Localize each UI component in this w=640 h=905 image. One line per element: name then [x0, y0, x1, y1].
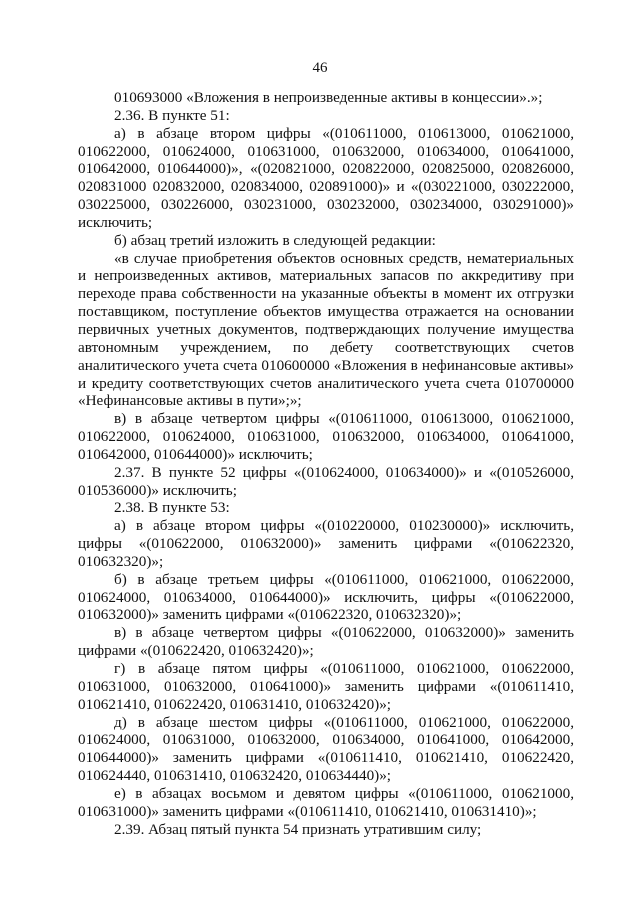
page-number: 46 [312, 60, 328, 76]
paragraph-continuation: 010693000 «Вложения в непроизведенные активы в концессии».»; [114, 89, 543, 106]
paragraph-subitem-a-53: а) в абзаце втором цифры «(010220000, 010230000)» исключить, цифры «(010622000, 010632000)» заменить цифрами «(010622320, 010632320)»; [78, 517, 574, 570]
paragraph-subitem-d-53: д) в абзаце шестом цифры «(010611000, 010621000, 010622000, 010624000, 010631000, 010632000, 010634000, 010641000, 010642000, 010644000)» заменить цифрами «(010611410, 010621410, 010622420, 010624440, 010631410, 010632420, 010634440)»; [78, 713, 574, 785]
paragraph-subitem-g-53: г) в абзаце пятом цифры «(010611000, 010621000, 010622000, 010631000, 010632000, 010641000)» заменить цифрами «(010611410, 010621410, 010622420, 010631410, 010632420)»; [78, 660, 574, 713]
paragraph-item-2-37: 2.37. В пункте 52 цифры «(010624000, 010634000)» и «(010526000, 010536000)» исключить; [78, 463, 574, 499]
paragraph-quoted-text: «в случае приобретения объектов основных средств, нематериальных и непроизведенных активов, материальных запасов по аккредитиву при переходе права собственности на указанные объекты в момент их отгрузки поставщиком, поступление объектов имущества отражается на основании первичных учетных документов, подтверждающих получение имущества автономным учреждением, по дебету соответствующих счетов аналитического учета счета 010600000 «Вложения в нефинансовые активы» и кредиту соответствующих счетов аналитического учета счета 010700000 «Нефинансовые активы в пути»;»; [78, 249, 574, 410]
paragraph-item-2-38: 2.38. В пункте 53: [114, 499, 230, 517]
document-body [78, 89, 574, 838]
paragraph-subitem-b-53: б) в абзаце третьем цифры «(010611000, 010621000, 010622000, 010624000, 010634000, 010644000)» исключить, цифры «(010622000, 010632000)» заменить цифрами «(010622320, 010632320)»; [78, 570, 574, 624]
paragraph-subitem-v: в) в абзаце четвертом цифры «(010611000, 010613000, 010621000, 010622000, 010624000, 010631000, 010632000, 010634000, 010641000, 010642000, 010644000)» исключить; [78, 410, 574, 463]
paragraph-item-2-39: 2.39. Абзац пятый пункта 54 признать утратившим силу; [114, 820, 482, 838]
paragraph-subitem-a: а) в абзаце втором цифры «(010611000, 010613000, 010621000, 010622000, 010624000, 010631000, 010632000, 010634000, 010641000, 010642000, 010644000)», «(020821000, 020822000, 020825000, 020826000, 020831000 020832000, 020834000, 020891000)» и «(030221000, 030222000, 030225000, 030226000, 030231000, 030232000, 030234000, 030291000)» исключить; [78, 124, 574, 231]
paragraph-subitem-v-53: в) в абзаце четвертом цифры «(010622000, 010632000)» заменить цифрами «(010622420, 010632420)»; [78, 624, 574, 660]
paragraph-item-2-36: 2.36. В пункте 51: [114, 106, 230, 124]
paragraph-subitem-e-53: е) в абзацах восьмом и девятом цифры «(010611000, 010621000, 010631000)» заменить цифрами «(010611410, 010621410, 010631410)»; [78, 784, 574, 820]
paragraph-subitem-b: б) абзац третий изложить в следующей редакции: [114, 231, 436, 249]
